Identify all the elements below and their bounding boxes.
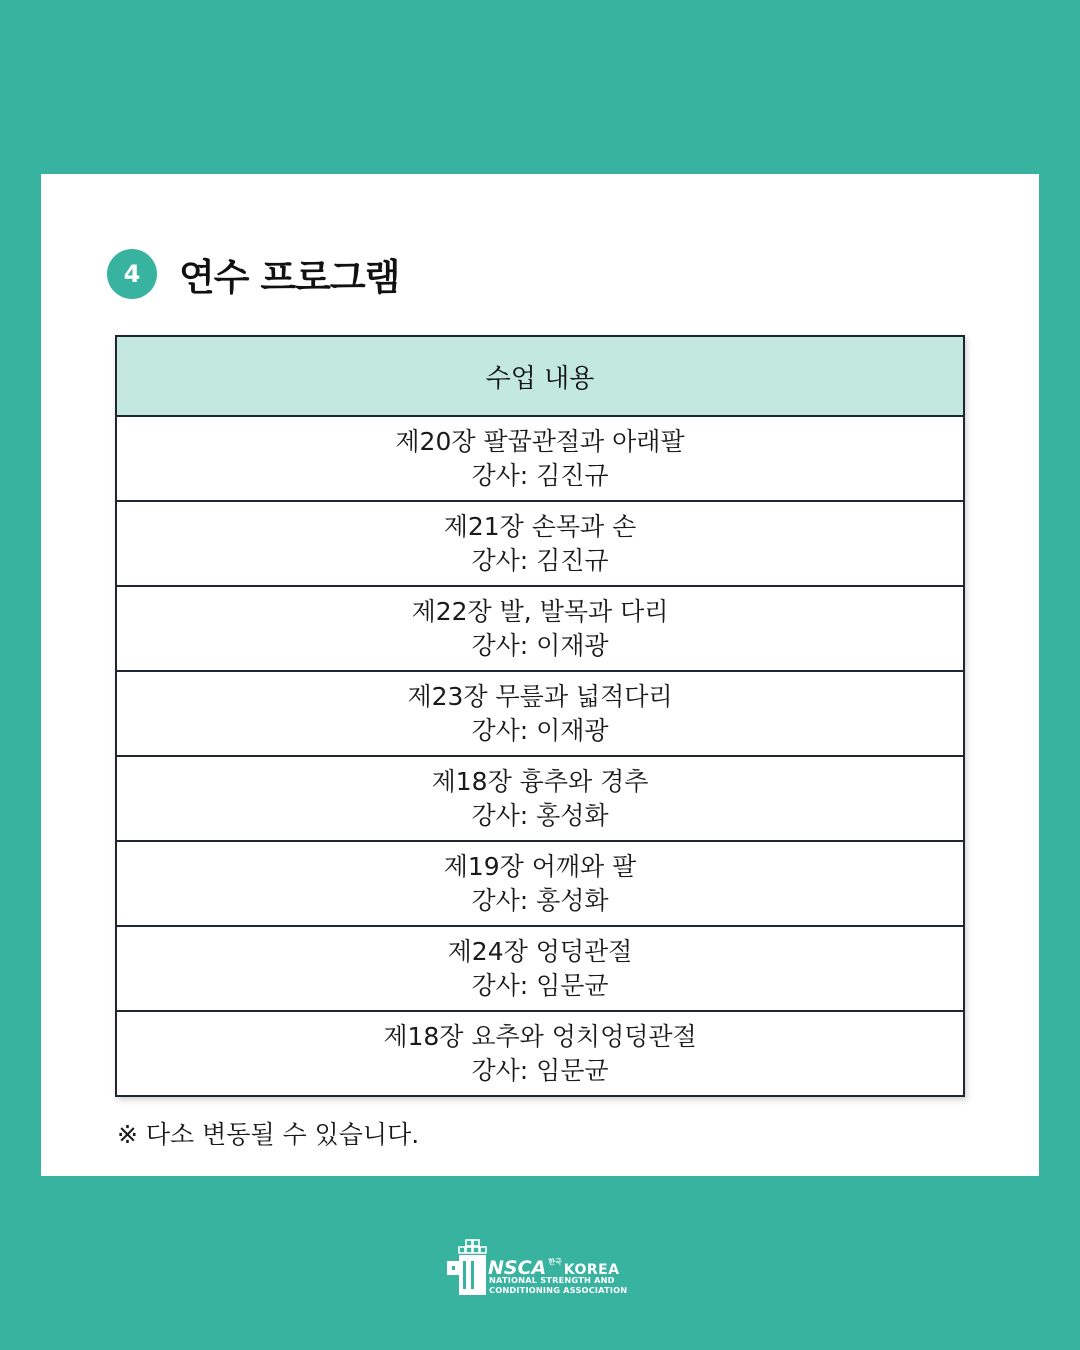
row-instructor: 강사: 임문균 — [471, 970, 609, 1000]
row-title: 제20장 팔꿉관절과 아래팔 — [395, 426, 685, 456]
logo-korean-mark: 한국 — [548, 1258, 562, 1266]
logo-country: KOREA — [563, 1262, 620, 1278]
row-instructor: 강사: 김진규 — [471, 545, 609, 575]
logo-abbr: NSCA — [488, 1257, 547, 1279]
logo-subtitle-line2: CONDITIONING ASSOCIATION — [489, 1285, 628, 1295]
table-row — [117, 842, 963, 927]
row-instructor: 강사: 이재광 — [471, 715, 609, 745]
row-instructor: 강사: 홍성화 — [471, 885, 609, 915]
disclaimer-note: ※ 다소 변동될 수 있습니다. — [117, 1120, 420, 1149]
row-instructor: 강사: 김진규 — [471, 460, 609, 490]
section-number-badge: 4 — [107, 249, 157, 299]
row-title: 제22장 발, 발목과 다리 — [411, 596, 669, 626]
table-row — [117, 1012, 963, 1095]
row-instructor: 강사: 임문균 — [471, 1055, 609, 1085]
row-title: 제19장 어깨와 팔 — [443, 851, 637, 881]
row-instructor: 강사: 홍성화 — [471, 800, 609, 830]
table-row — [117, 927, 963, 1012]
table-header: 수업 내용 — [117, 337, 963, 417]
table-row — [117, 757, 963, 842]
nsca-korea-logo — [446, 1239, 646, 1297]
table-row — [117, 417, 963, 502]
section-header — [107, 249, 399, 299]
table-row — [117, 672, 963, 757]
table-row — [117, 502, 963, 587]
row-title: 제21장 손목과 손 — [443, 511, 637, 541]
row-title: 제18장 요추와 엉치엉덩관절 — [383, 1021, 697, 1051]
table-row — [117, 587, 963, 672]
row-title: 제23장 무릎과 넓적다리 — [407, 681, 673, 711]
section-title: 연수 프로그램 — [179, 256, 400, 299]
nsca-cross-mark-icon — [446, 1239, 488, 1297]
row-instructor: 강사: 이재광 — [471, 630, 609, 660]
program-table — [115, 335, 965, 1097]
row-title: 제24장 엉덩관절 — [447, 936, 633, 966]
row-title: 제18장 흉추와 경추 — [431, 766, 649, 796]
logo-subtitle-line1: NATIONAL STRENGTH AND — [489, 1275, 615, 1285]
content-card — [41, 174, 1039, 1176]
